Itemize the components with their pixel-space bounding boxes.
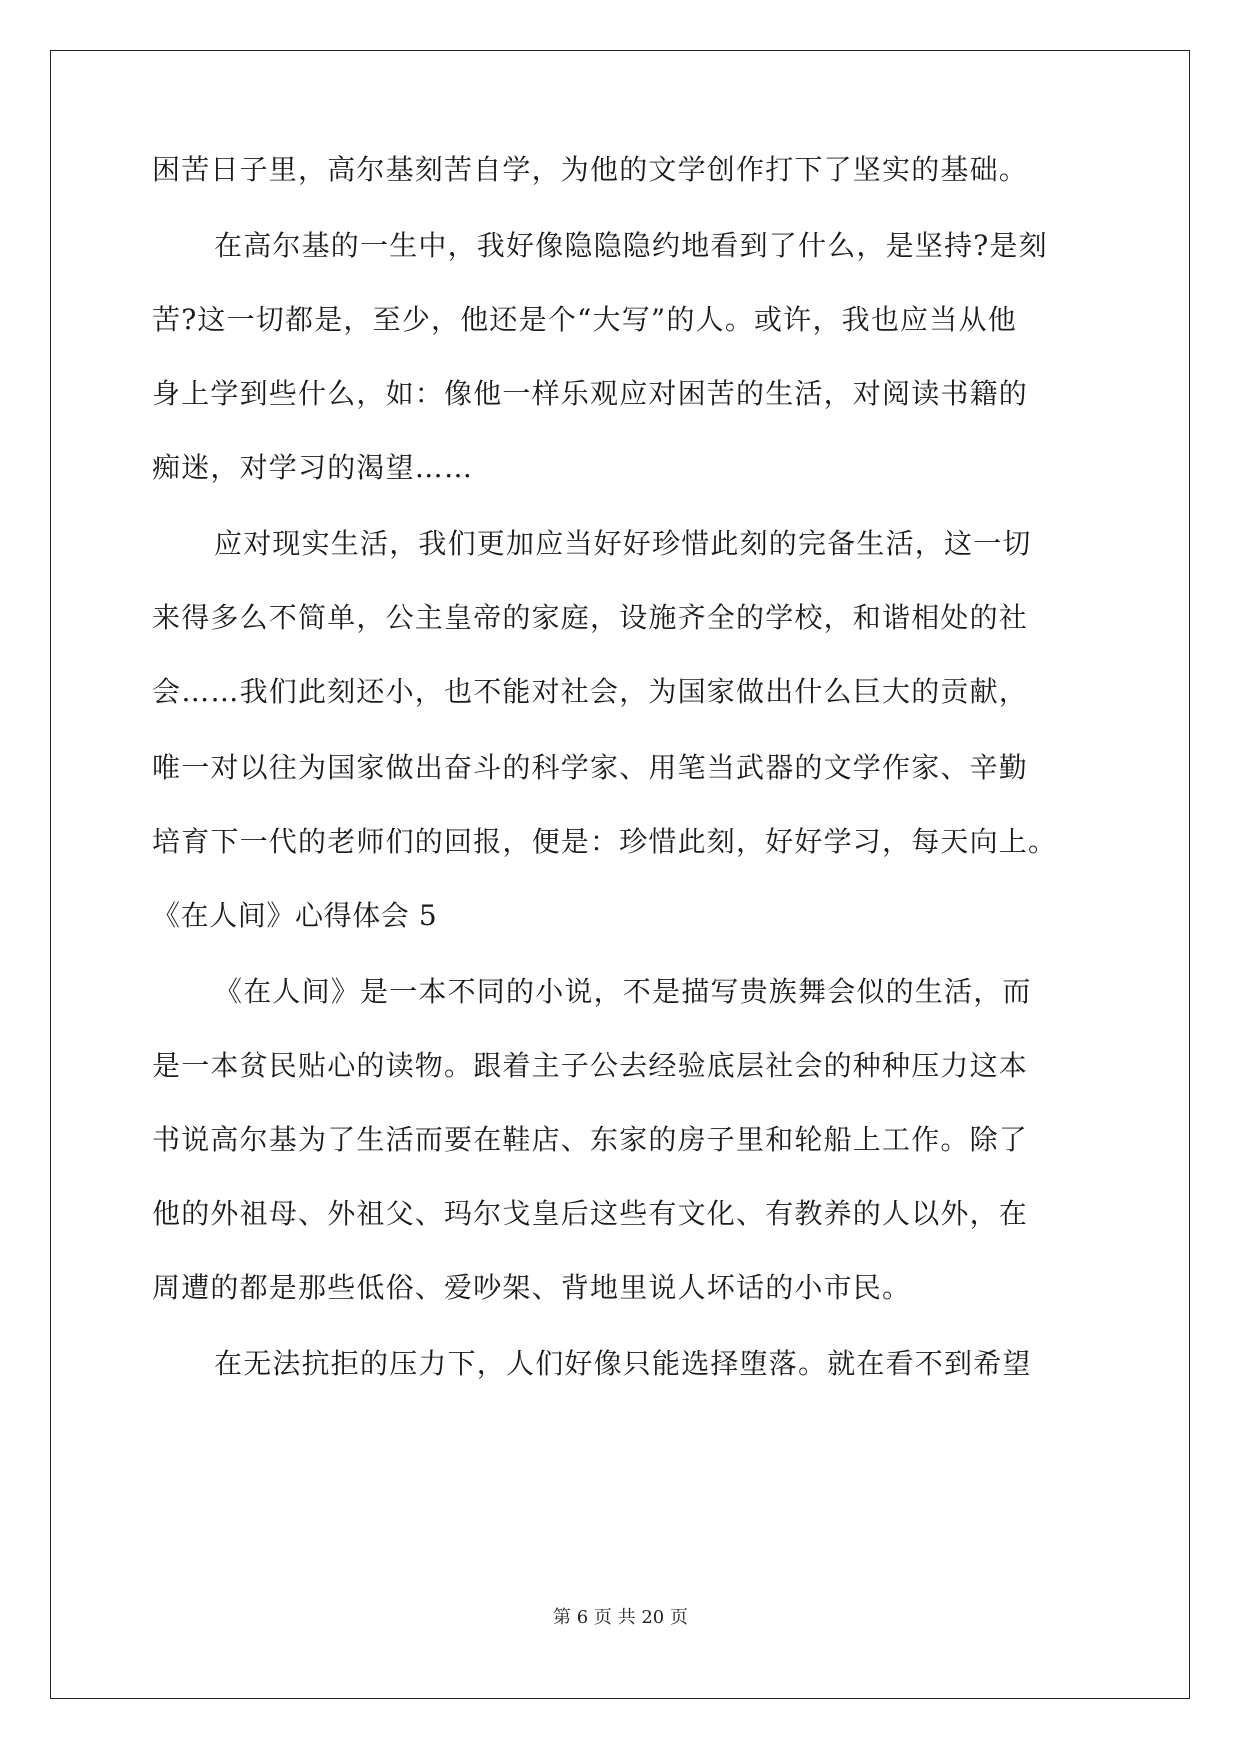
page-number-footer: 第 6 页 共 20 页 — [553, 1607, 688, 1628]
text-line-1: 困苦日子里，高尔基刻苦自学，为他的文学创作打下了坚实的基础。 — [152, 153, 1029, 186]
text-line-3: 苦?这一切都是，至少，他还是个“大写”的人。或许，我也应当从他 — [152, 303, 1017, 336]
text-line-12: 《在人间》是一本不同的小说，不是描写贵族舞会似的生活，而 — [214, 975, 1032, 1008]
text-line-5: 痴迷，对学习的渴望…… — [152, 451, 474, 484]
text-line-8: 会……我们此刻还小，也不能对社会，为国家做出什么巨大的贡献， — [152, 675, 1029, 708]
text-line-13: 是一本贫民贴心的读物。跟着主子公去经验底层社会的种种压力这本 — [152, 1049, 1029, 1082]
text-line-9: 唯一对以往为国家做出奋斗的科学家、用笔当武器的文学作家、辛勤 — [152, 751, 1029, 784]
text-line-17: 在无法抗拒的压力下，人们好像只能选择堕落。就在看不到希望 — [214, 1347, 1032, 1380]
text-line-15: 他的外祖母、外祖父、玛尔戈皇后这些有文化、有教养的人以外，在 — [152, 1197, 1029, 1230]
page-border — [50, 50, 1190, 1699]
text-line-2: 在高尔基的一生中，我好像隐隐隐约地看到了什么，是坚持?是刻 — [214, 229, 1048, 262]
text-line-10: 培育下一代的老师们的回报，便是：珍惜此刻，好好学习，每天向上。 — [152, 825, 1058, 858]
text-line-7: 来得多么不简单，公主皇帝的家庭，设施齐全的学校，和谐相处的社 — [152, 601, 1029, 634]
text-line-6: 应对现实生活，我们更加应当好好珍惜此刻的完备生活，这一切 — [214, 527, 1032, 560]
text-line-16: 周遭的都是那些低俗、爱吵架、背地里说人坏话的小市民。 — [152, 1271, 912, 1304]
text-line-4: 身上学到些什么，如：像他一样乐观应对困苦的生活，对阅读书籍的 — [152, 377, 1029, 410]
section-heading: 《在人间》心得体会 5 — [152, 899, 438, 932]
text-line-14: 书说高尔基为了生活而要在鞋店、东家的房子里和轮船上工作。除了 — [152, 1123, 1029, 1156]
